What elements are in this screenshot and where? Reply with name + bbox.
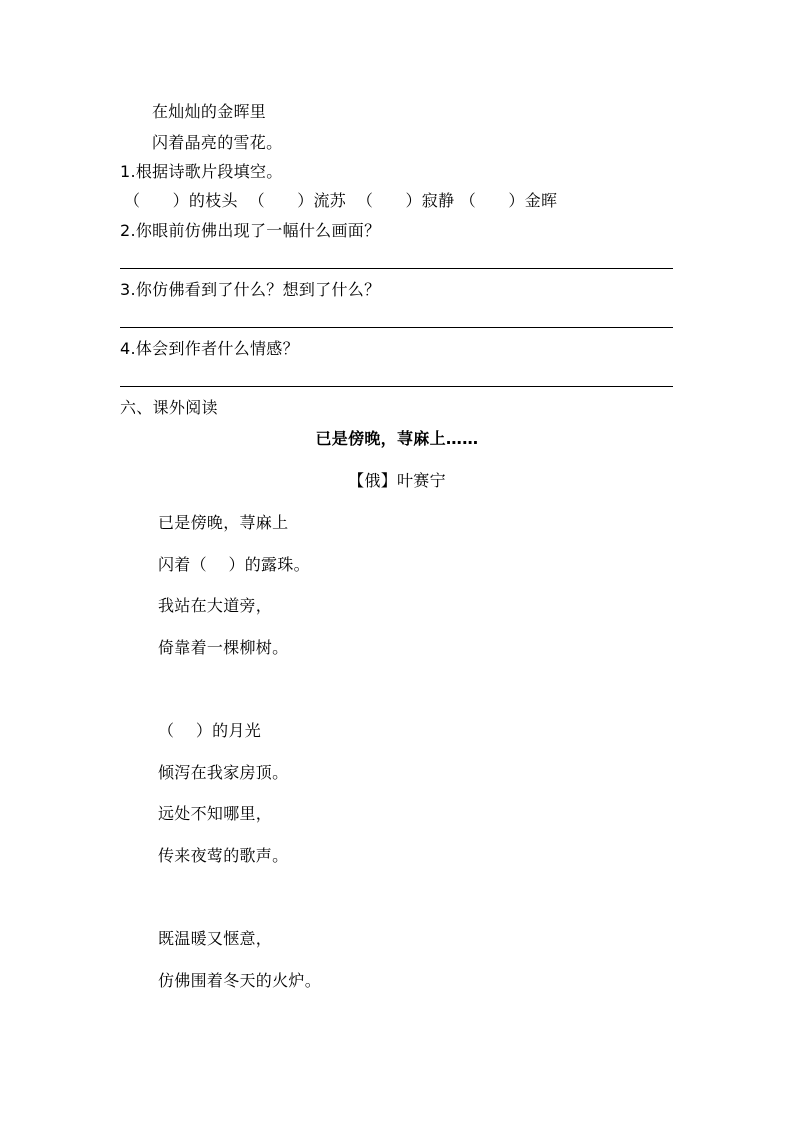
question-2: 2.你眼前仿佛出现了一幅什么画面？ <box>120 221 381 240</box>
poem-fragment-line: 闪着晶亮的雪花。 <box>152 133 283 152</box>
poem-line: 仿佛围着冬天的火炉。 <box>158 971 322 990</box>
poem-author: 【俄】叶赛宁 <box>348 471 446 490</box>
poem-line: 我站在大道旁， <box>158 596 273 615</box>
poem-title: 已是傍晚，荨麻上…… <box>315 429 479 448</box>
poem-line: 远处不知哪里， <box>158 804 273 823</box>
section-heading: 六、课外阅读 <box>120 398 218 417</box>
poem-line: 传来夜莺的歌声。 <box>158 846 289 865</box>
poem-fragment-line: 在灿灿的金晖里 <box>152 102 267 121</box>
question-3: 3.你仿佛看到了什么？想到了什么？ <box>120 280 381 299</box>
answer-line[interactable] <box>120 268 673 269</box>
poem-line: （ ）的月光 <box>158 721 262 740</box>
poem-line: 已是傍晚，荨麻上 <box>158 513 289 532</box>
poem-line: 既温暖又惬意， <box>158 929 273 948</box>
poem-line: 闪着（ ）的露珠。 <box>158 555 310 574</box>
answer-line[interactable] <box>120 386 673 387</box>
poem-line: 倾泻在我家房顶。 <box>158 763 289 782</box>
question-1-blanks: （ ）的枝头 （ ）流苏 （ ）寂静 （ ）金晖 <box>124 191 558 210</box>
answer-line[interactable] <box>120 327 673 328</box>
question-1: 1.根据诗歌片段填空。 <box>120 162 283 181</box>
poem-line: 倚靠着一棵柳树。 <box>158 638 289 657</box>
question-4: 4.体会到作者什么情感？ <box>120 339 299 358</box>
